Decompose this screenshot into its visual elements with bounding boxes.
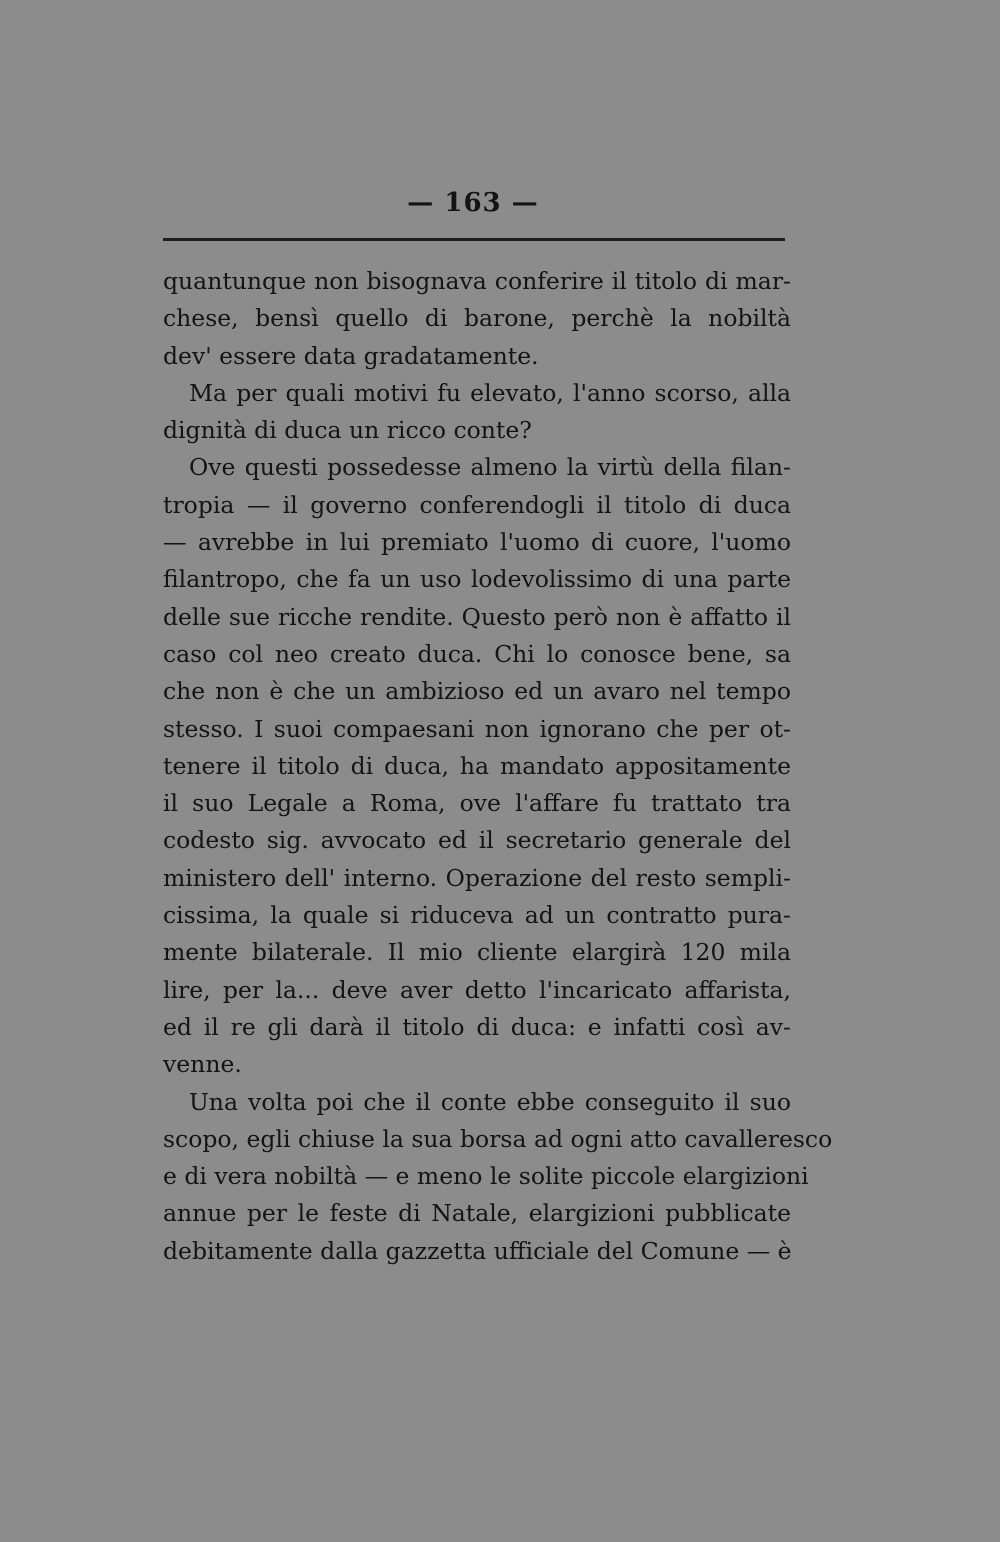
text-line: dev' essere data gradatamente. <box>163 341 539 370</box>
text-line: Ma per quali motivi fu elevato, l'anno scorso, alla <box>189 378 791 407</box>
text-line: codesto sig. avvocato ed il secretario generale del <box>163 826 791 855</box>
body-text <box>163 263 833 1270</box>
text-line: chese, bensì quello di barone, perchè la nobiltà <box>163 304 791 333</box>
text-line: Ove questi possedesse almeno la virtù della filan- <box>189 453 791 482</box>
text-line: debitamente dalla gazzetta ufficiale del Comune — è <box>163 1236 792 1265</box>
text-line: lire, per la... deve aver detto l'incaricato affarista, <box>163 975 791 1004</box>
text-line: filantropo, che fa un uso lodevolissimo di una parte <box>163 565 791 594</box>
page-number: — 163 — <box>407 188 539 218</box>
text-line: dignità di duca un ricco conte? <box>163 416 532 445</box>
text-line: — avrebbe in lui premiato l'uomo di cuore, l'uomo <box>163 528 791 557</box>
text-line: tropia — il governo conferendogli il titolo di duca <box>163 490 791 519</box>
text-line: stesso. I suoi compaesani non ignorano che per ot- <box>163 714 791 743</box>
text-line: e di vera nobiltà — e meno le solite piccole elargizioni <box>163 1162 809 1191</box>
text-line: Una volta poi che il conte ebbe conseguito il suo <box>189 1087 791 1116</box>
text-line: quantunque non bisognava conferire il titolo di mar- <box>163 267 791 295</box>
text-line: delle sue ricche rendite. Questo però non è affatto il <box>163 602 791 631</box>
text-line: tenere il titolo di duca, ha mandato appositamente <box>163 751 791 780</box>
text-line: scopo, egli chiuse la sua borsa ad ogni atto cavalleresco <box>163 1124 833 1153</box>
text-line: che non è che un ambizioso ed un avaro nel tempo <box>163 677 791 706</box>
text-line: venne. <box>163 1050 242 1079</box>
header-rule <box>163 238 785 241</box>
text-line: mente bilaterale. Il mio cliente elargirà 120 mila <box>163 938 791 967</box>
text-line: caso col neo creato duca. Chi lo conosce bene, sa <box>163 639 791 668</box>
text-line: cissima, la quale si riduceva ad un contratto pura- <box>163 901 791 930</box>
text-line: ministero dell' interno. Operazione del resto sempli- <box>163 863 791 892</box>
text-line: annue per le feste di Natale, elargizioni pubblicate <box>163 1199 791 1228</box>
text-line: ed il re gli darà il titolo di duca: e infatti così av- <box>163 1012 791 1041</box>
text-line: il suo Legale a Roma, ove l'affare fu trattato tra <box>163 789 791 818</box>
